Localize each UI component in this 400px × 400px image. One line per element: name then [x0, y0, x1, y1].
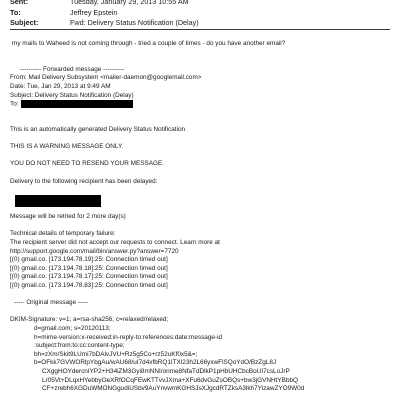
fwd-to	[10, 100, 395, 109]
spacer	[10, 117, 395, 126]
dkim-line: CF+zrebh6XGDuWMONGgudiUSbv9AuYnvwmKGHSJsXJgcdRTZksA3lkh7YizawZYO9W0d	[42, 385, 305, 393]
support-link[interactable]: http://support.google.com/mail/bin/answer.py?answer=7720	[10, 247, 179, 255]
email-header	[10, 0, 199, 29]
spacer	[10, 186, 395, 195]
spacer	[10, 57, 395, 66]
redacted-recipient	[10, 195, 395, 205]
email-body	[10, 40, 395, 394]
tech-line: [(0) gmail.co. [173.194.78.83]:25: Connection timed out]	[10, 282, 168, 290]
dkim-line: h=mime-version:x-received:in-reply-to:references:date:message-id	[34, 333, 223, 341]
tech-line: [(0) gmail.co. [173.194.78.17]:25: Connection timed out]	[10, 273, 168, 281]
redaction-block	[21, 100, 133, 108]
fwd-date: Date: Tue, Jan 29, 2013 at 9:49 AM	[10, 82, 111, 90]
spacer	[10, 135, 395, 144]
spacer	[10, 222, 395, 231]
to-value: Jeffrey Epstein	[70, 7, 118, 17]
tech-detail: The recipient server did not accept our requests to connect. Learn more at	[10, 239, 220, 247]
spacer	[10, 291, 395, 300]
header-divider	[10, 29, 390, 30]
auto-notice: This is an automatically generated Delivery Status Notification	[10, 125, 186, 133]
sent-value: Tuesday, January 29, 2013 10:55 AM	[70, 0, 189, 6]
spacer	[10, 109, 395, 118]
spacer	[10, 152, 395, 161]
spacer	[10, 308, 395, 317]
tech-line: [(0) gmail.co. [173.194.78.18]:25: Connection timed out]	[10, 264, 168, 272]
delayed-text: Delivery to the following recipient has been delayed:	[10, 177, 158, 185]
fwd-to-label: To:	[10, 100, 19, 108]
tech-line: [(0) gmail.co. [173.194.78.19]:25: Connection timed out]	[10, 256, 168, 264]
dkim-line: CXggHOYdercnIYP2+H34iZM3Gyi8mNNI/onme8NfaTdDlkP1pHbUHCbcBoUI7csLoJrP	[42, 367, 290, 375]
subject-value: Fwd: Delivery Status Notification (Delay)	[70, 18, 199, 28]
dkim-line: :subject:from:to:cc:content-type;	[34, 342, 125, 350]
forwarded-marker: ---------- Forwarded message ----------	[20, 65, 125, 73]
dkim-line: DKIM-Signature: v=1; a=rsa-sha256; c=relaxed/relaxed;	[10, 316, 169, 324]
dkim-line: b=OFkk7GVWORlpYbgAu/wAU68/uI7d4xfbRQ1ITXl23h2L66yxwFlSQoYdO/BzZgL8J	[34, 359, 277, 367]
original-marker: ----- Original message -----	[14, 299, 89, 307]
warning-text: THIS IS A WARNING MESSAGE ONLY.	[10, 143, 124, 151]
subject-label: Subject:	[10, 18, 39, 28]
dkim-line: bh=zXm/Skit9LUmi7bDAlvJVU+Rz5g5Co+rz52uKf0x5&=;	[34, 350, 198, 358]
redaction-block	[15, 195, 101, 207]
intro-text: my mails to Waheed is not coming through - tried a couple of times - do you have another email?	[12, 40, 286, 47]
sent-label: Sent:	[10, 0, 28, 6]
header-subject-row	[10, 18, 199, 29]
dkim-line: d=gmail.com; s=20120113;	[34, 325, 111, 332]
to-label: To:	[10, 7, 21, 17]
fwd-subject: Subject: Delivery Status Notification (Delay)	[10, 91, 134, 99]
tech-heading: Technical details of temporary failure:	[10, 230, 116, 238]
retry-text: Message will be retried for 2 more day(s)	[10, 213, 126, 221]
spacer	[10, 49, 395, 58]
header-sent-row	[10, 0, 199, 8]
fwd-from: From: Mail Delivery Subsystem <mailer-daemon@googlemail.com>	[10, 74, 202, 82]
no-resend-text: YOU DO NOT NEED TO RESEND YOUR MESSAGE.	[10, 160, 164, 168]
dkim-line: Lr05Vt+DLqxHYebbyOeXRfOCqFEwKTTvvJXma+XFu6dvGuZsOBQs+bw3jGVNHtYBbbQ	[42, 376, 299, 384]
header-to-row	[10, 8, 199, 19]
spacer	[10, 169, 395, 178]
